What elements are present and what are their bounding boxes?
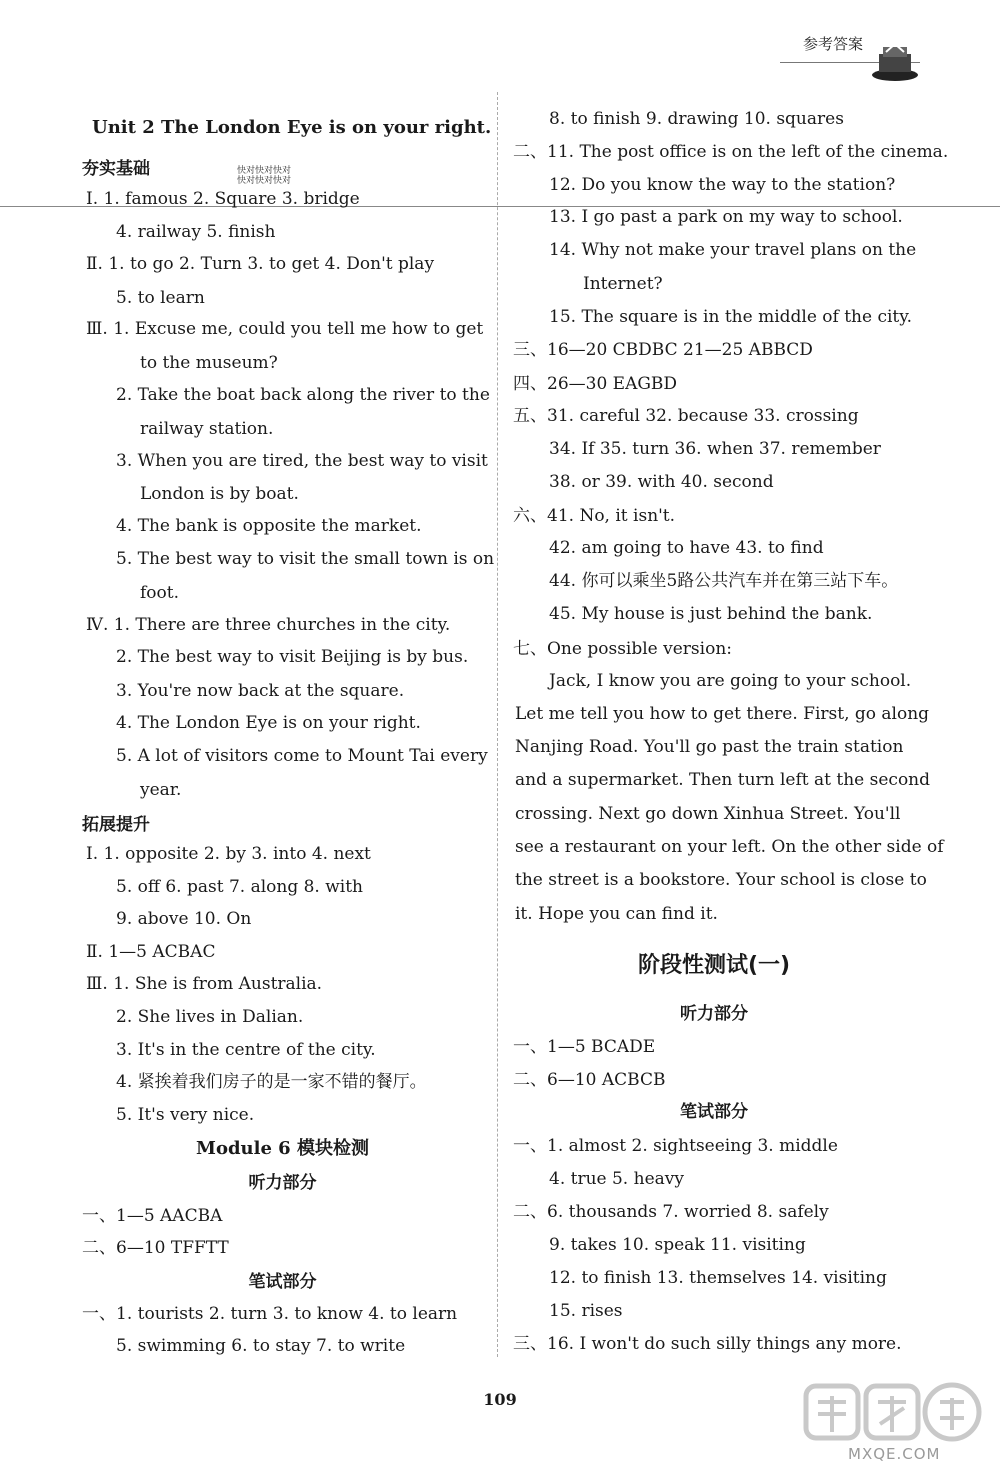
answer-line: 45. My house is just behind the bank. (549, 604, 873, 624)
answer-line: 38. or 39. with 40. second (549, 472, 774, 492)
section-heading: 听力部分 (680, 1004, 748, 1024)
answer-line: 15. The square is in the middle of the city. (549, 307, 913, 327)
answer-line: 9. above 10. On (116, 909, 252, 929)
answer-line: 12. to finish 13. themselves 14. visiting (549, 1268, 887, 1288)
overlay-note-line: 快对快对快对 (237, 166, 292, 176)
answer-line: year. (140, 780, 182, 800)
answer-line: 4. true 5. heavy (549, 1169, 684, 1189)
answer-line: 3. When you are tired, the best way to visit (116, 451, 488, 471)
answer-line: 二、6—10 TFFTT (82, 1238, 229, 1258)
answer-line: 六、41. No, it isn't. (513, 506, 676, 526)
answer-line: 3. It's in the centre of the city. (116, 1040, 376, 1060)
answer-line: 一、1. tourists 2. turn 3. to know 4. to learn (82, 1304, 458, 1324)
section-heading: 夯实基础 (82, 159, 150, 179)
answer-line: 5. It's very nice. (116, 1105, 255, 1125)
answer-line: 12. Do you know the way to the station? (549, 175, 896, 195)
answer-line: Ⅱ. 1—5 ACBAC (86, 942, 216, 962)
section-heading: 笔试部分 (248, 1272, 317, 1292)
answer-line: 二、6—10 ACBCB (513, 1070, 666, 1090)
answer-line: 9. takes 10. speak 11. visiting (549, 1235, 806, 1255)
answer-line: 4. The London Eye is on your right. (116, 713, 421, 733)
answer-line: 44. 你可以乘坐5路公共汽车并在第三站下车。 (549, 571, 899, 591)
answer-line: 七、One possible version: (513, 639, 732, 659)
answer-line: Ⅰ. 1. famous 2. Square 3. bridge (86, 189, 360, 209)
answer-line: Ⅲ. 1. Excuse me, could you tell me how to get (86, 319, 484, 339)
answer-line: 5. off 6. past 7. along 8. with (116, 877, 363, 897)
answer-line: 2. She lives in Dalian. (116, 1007, 304, 1027)
answer-line: London is by boat. (140, 484, 299, 504)
answer-line: 14. Why not make your travel plans on the (549, 240, 917, 260)
answer-line: Ⅱ. 1. to go 2. Turn 3. to get 4. Don't play (86, 254, 435, 274)
answer-line: Ⅲ. 1. She is from Australia. (86, 974, 323, 994)
answer-line: 2. The best way to visit Beijing is by bus. (116, 647, 469, 667)
answer-line: 三、16—20 CBDBC 21—25 ABBCD (513, 340, 813, 360)
answer-line: railway station. (140, 419, 274, 439)
essay-line: Nanjing Road. You'll go past the train station (515, 737, 904, 757)
essay-line: and a supermarket. Then turn left at the second (515, 770, 931, 790)
answer-line: 4. railway 5. finish (116, 222, 276, 242)
answer-line: 5. swimming 6. to stay 7. to write (116, 1336, 406, 1356)
answer-line: 15. rises (549, 1301, 623, 1321)
answer-line: 34. If 35. turn 36. when 37. remember (549, 439, 881, 459)
answer-line: 二、11. The post office is on the left of the cinema. (513, 142, 949, 162)
essay-line: the street is a bookstore. Your school is close to (515, 870, 927, 890)
answer-line: 四、26—30 EAGBD (513, 374, 678, 394)
essay-line: it. Hope you can find it. (515, 904, 718, 924)
unit-title: Unit 2 The London Eye is on your right. (92, 117, 492, 138)
section-heading: 听力部分 (248, 1173, 317, 1193)
answer-line: 8. to finish 9. drawing 10. squares (549, 109, 844, 129)
answer-line: 3. You're now back at the square. (116, 681, 405, 701)
essay-line: Let me tell you how to get there. First, go along (515, 704, 930, 724)
answer-line: 一、1—5 AACBA (82, 1206, 223, 1226)
essay-line: see a restaurant on your left. On the other side of (515, 837, 944, 857)
book-stack-icon (870, 42, 920, 82)
answer-line: 一、1. almost 2. sightseeing 3. middle (513, 1136, 838, 1156)
answer-line: foot. (140, 583, 179, 603)
page-number: 109 (483, 1390, 517, 1409)
answer-line: 4. 紧挨着我们房子的是一家不错的餐厅。 (116, 1072, 427, 1092)
test-title: 阶段性测试(一) (637, 953, 791, 978)
header-label: 参考答案 (803, 35, 864, 53)
essay-line: Jack, I know you are going to your school. (549, 671, 912, 691)
answer-line: Ⅳ. 1. There are three churches in the city. (86, 615, 451, 635)
answer-line: 4. The bank is opposite the market. (116, 516, 422, 536)
answer-line: Internet? (583, 274, 663, 294)
answer-line: 5. A lot of visitors come to Mount Tai every (116, 746, 488, 766)
answer-line: 五、31. careful 32. because 33. crossing (513, 406, 859, 426)
essay-line: crossing. Next go down Xinhua Street. You'll (515, 804, 901, 824)
watermark-text: MXQE.COM (848, 1445, 941, 1463)
overlay-note-line: 快对快对快对 (237, 176, 292, 186)
column-divider (497, 92, 498, 1357)
answer-line: 5. The best way to visit the small town is on (116, 549, 495, 569)
answer-line: 一、1—5 BCADE (513, 1037, 656, 1057)
answer-line: 13. I go past a park on my way to school. (549, 207, 903, 227)
answer-line: Ⅰ. 1. opposite 2. by 3. into 4. next (86, 844, 371, 864)
answer-line: 二、6. thousands 7. worried 8. safely (513, 1202, 829, 1222)
answer-line: 2. Take the boat back along the river to the (116, 385, 490, 405)
answer-line: 5. to learn (116, 288, 205, 308)
overlay-note (237, 166, 291, 186)
section-heading: 笔试部分 (680, 1102, 748, 1122)
answer-line: 42. am going to have 43. to find (549, 538, 824, 558)
section-heading: 拓展提升 (82, 815, 150, 835)
answer-line: to the museum? (140, 353, 278, 373)
answer-line: 三、16. I won't do such silly things any more. (513, 1334, 902, 1354)
module-title: Module 6 模块检测 (196, 1138, 369, 1159)
